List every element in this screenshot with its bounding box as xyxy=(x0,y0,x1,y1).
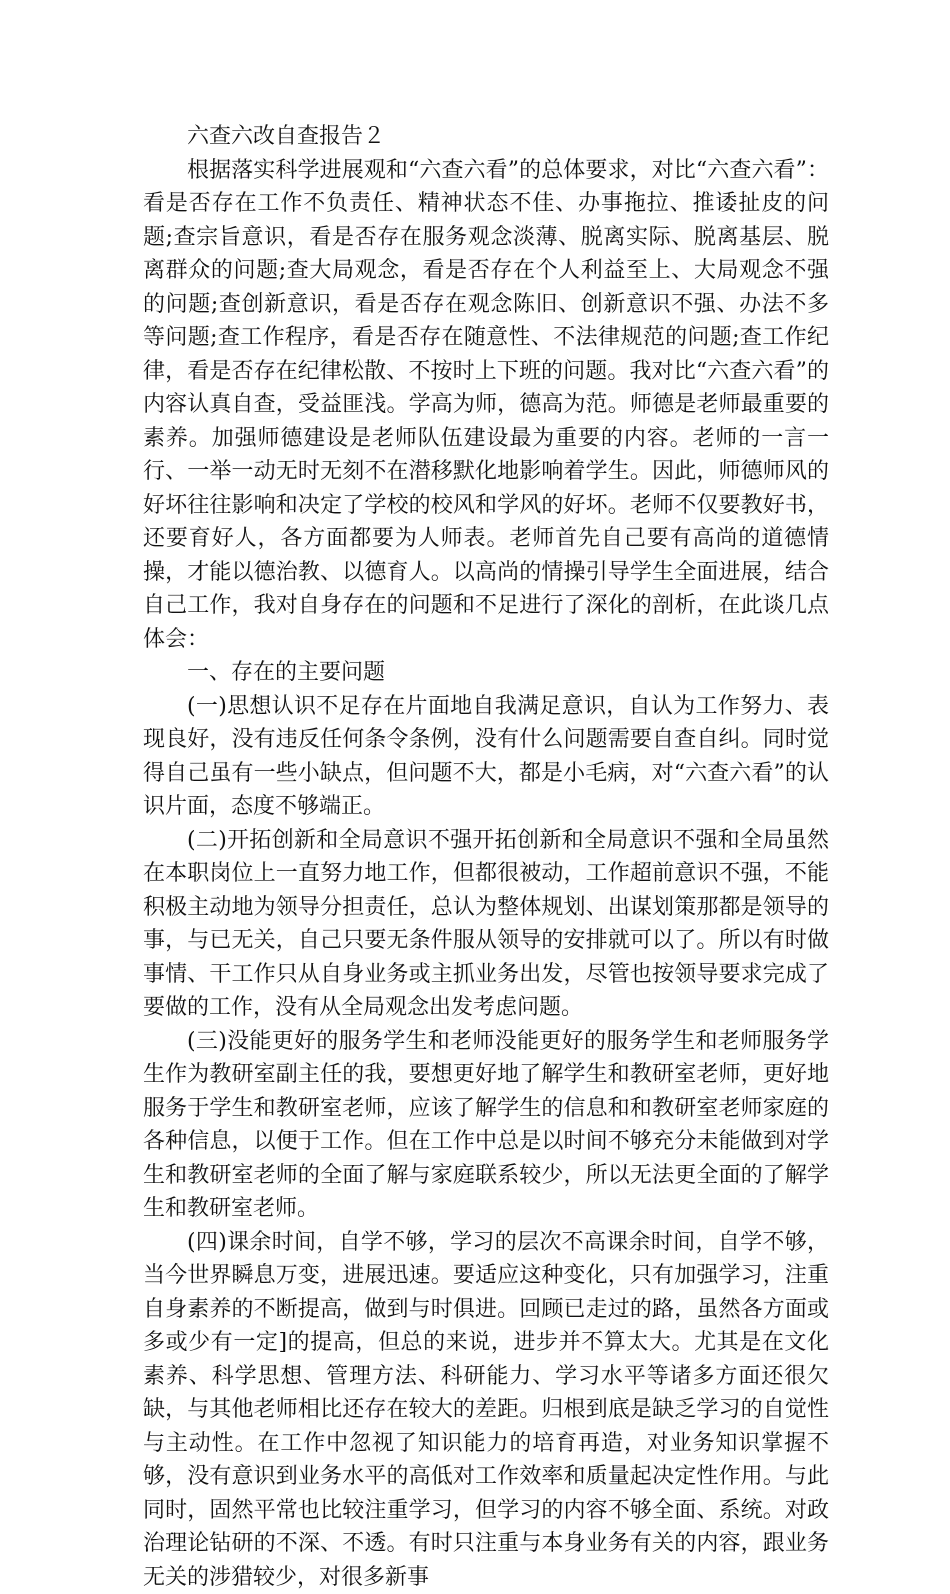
paragraph-item-2: (二)开拓创新和全局意识不强开拓创新和全局意识不强和全局虽然在本职岗位上一直努力地工作，但都很被动，工作超前意识不强，不能积极主动地为领导分担责任，总认为整体规划、出谋划策那都是领导的事，与已无关，自己只要无条件服从领导的安排就可以了。所以有时做事情、干工作只从自身业务或主抓业务出发，尽管也按领导要求完成了要做的工作，没有从全局观念出发考虑问题。 xyxy=(143,824,829,1025)
document-body xyxy=(143,120,829,1594)
paragraph-item-3: (三)没能更好的服务学生和老师没能更好的服务学生和老师服务学生作为教研室副主任的我，要想更好地了解学生和教研室老师，更好地服务于学生和教研室老师，应该了解学生的信息和和教研室老师家庭的各种信息，以便于工作。但在工作中总是以时间不够充分未能做到对学生和教研室老师的全面了解与家庭联系较少，所以无法更全面的了解学生和教研室老师。 xyxy=(143,1025,829,1226)
section-heading-main-problems: 一、存在的主要问题 xyxy=(143,656,829,690)
document-title: 六查六改自查报告２ xyxy=(143,120,829,154)
paragraph-item-1: (一)思想认识不足存在片面地自我满足意识，自认为工作努力、表现良好，没有违反任何条令条例，没有什么问题需要自查自纠。同时觉得自己虽有一些小缺点，但问题不大，都是小毛病，对“六查六看”的认识片面，态度不够端正。 xyxy=(143,690,829,824)
paragraph-item-4: (四)课余时间，自学不够，学习的层次不高课余时间，自学不够，当今世界瞬息万变，进展迅速。要适应这种变化，只有加强学习，注重自身素养的不断提高，做到与时俱进。回顾已走过的路，虽然各方面或多或少有一定]的提高，但总的来说，进步并不算太大。尤其是在文化素养、科学思想、管理方法、科研能力、学习水平等诸多方面还很欠缺，与其他老师相比还存在较大的差距。归根到底是缺乏学习的自觉性与主动性。在工作中忽视了知识能力的培育再造，对业务知识掌握不够，没有意识到业务水平的高低对工作效率和质量起决定性作用。与此同时，固然平常也比较注重学习，但学习的内容不够全面、系统。对政治理论钻研的不深、不透。有时只注重与本身业务有关的内容，跟业务无关的涉猎较少，对很多新事 xyxy=(143,1226,829,1594)
paragraph-intro: 根据落实科学进展观和“六查六看”的总体要求，对比“六查六看”：看是否存在工作不负责任、精神状态不佳、办事拖拉、推诿扯皮的问题;查宗旨意识，看是否存在服务观念淡薄、脱离实际、脱离基层、脱离群众的问题;查大局观念，看是否存在个人利益至上、大局观念不强的问题;查创新意识，看是否存在观念陈旧、创新意识不强、办法不多等问题;查工作程序，看是否存在随意性、不法律规范的问题;查工作纪律，看是否存在纪律松散、不按时上下班的问题。我对比“六查六看”的内容认真自查，受益匪浅。学高为师，德高为范。师德是老师最重要的素养。加强师德建设是老师队伍建设最为重要的内容。老师的一言一行、一举一动无时无刻不在潜移默化地影响着学生。因此，师德师风的好坏往往影响和决定了学校的校风和学风的好坏。老师不仅要教好书，还要育好人，各方面都要为人师表。老师首先自己要有高尚的道德情操，才能以德治教、以德育人。以高尚的情操引导学生全面进展，结合自己工作，我对自身存在的问题和不足进行了深化的剖析，在此谈几点体会： xyxy=(143,154,829,657)
